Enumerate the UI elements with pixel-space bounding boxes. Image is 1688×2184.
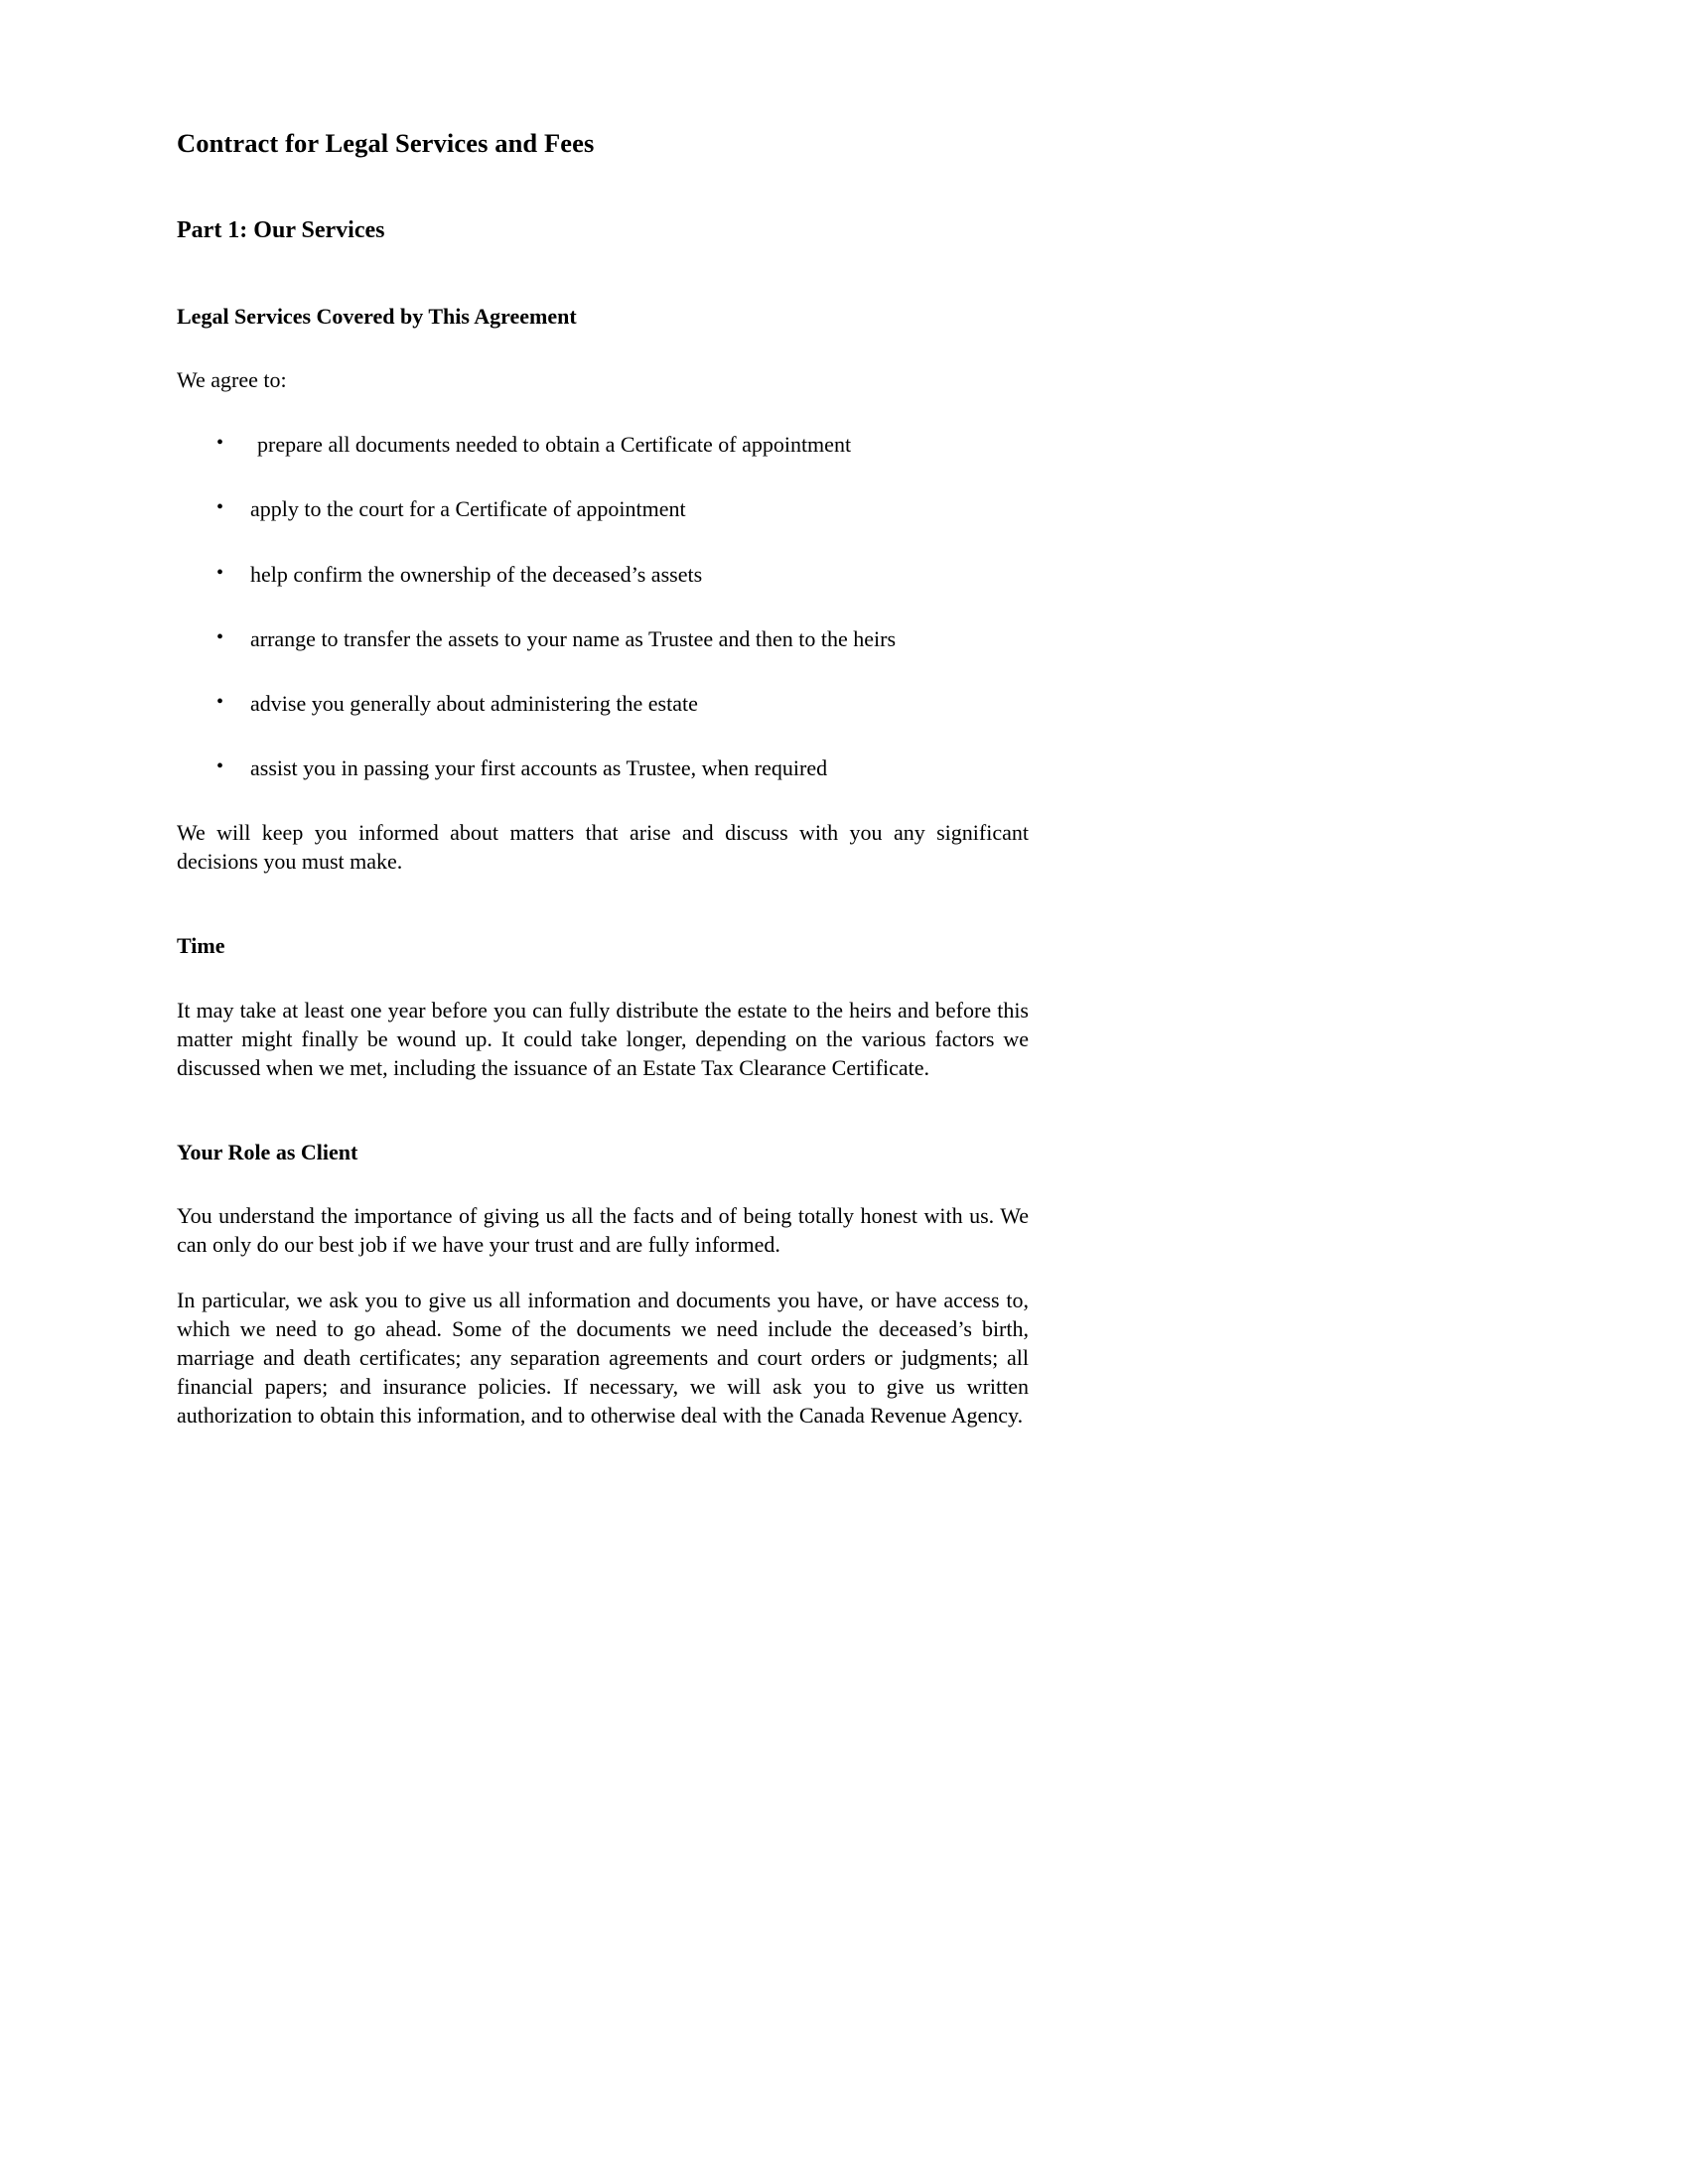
section-heading-client-role: Your Role as Client [177, 1139, 358, 1164]
spacer [177, 1082, 1029, 1140]
spacer [177, 394, 1029, 430]
services-list [177, 430, 1029, 781]
list-item [177, 624, 1029, 653]
list-item-label: assist you in passing your first accounts as Trustee, when required [250, 754, 828, 780]
list-item [177, 494, 1029, 523]
list-item-label: prepare all documents needed to obtain a Certificate of appointment [257, 432, 852, 458]
spacer [177, 159, 1029, 216]
section-heading-time: Time [177, 932, 225, 958]
spacer [177, 330, 1029, 365]
bullet-icon: • [216, 625, 224, 648]
services-closing-paragraph: We will keep you informed about matters that arise and discuss with you any significant decisions you must make. [177, 819, 1029, 874]
spacer [177, 1260, 1029, 1286]
part-heading: Part 1: Our Services [177, 217, 385, 244]
spacer [177, 876, 1029, 933]
spacer [177, 782, 1029, 818]
list-item [177, 430, 1029, 459]
spacer [177, 960, 1029, 996]
section-heading-legal-services: Legal Services Covered by This Agreement [177, 303, 577, 329]
document-content [177, 127, 1029, 1430]
list-item [177, 689, 1029, 718]
list-item [177, 753, 1029, 782]
spacer [177, 246, 1029, 304]
bullet-icon: • [216, 432, 224, 455]
list-item-label: arrange to transfer the assets to your name as Trustee and then to the heirs [250, 625, 897, 651]
bullet-icon: • [216, 496, 224, 519]
client-role-paragraph-1: You understand the importance of giving us all the facts and of being totally honest with us. We can only do our best job if we have your trust and are fully informed. [177, 1203, 1029, 1258]
client-role-paragraph-2: In particular, we ask you to give us all information and documents you have, or have access to, which we need to go ahead. Some of the documents we need include the deceased’s birth, marriage and death certificates; any separation agreements and court orders or judgments; all financial papers; and insurance policies. If necessary, we will ask you to give us written authorization to obtain this information, and to otherwise deal with the Canada Revenue Agency. [177, 1287, 1029, 1428]
list-item [177, 560, 1029, 589]
list-item-label: advise you generally about administering the estate [250, 690, 698, 716]
bullet-icon: • [216, 690, 224, 713]
time-paragraph: It may take at least one year before you can fully distribute the estate to the heirs and before this matter might finally be wound up. It could take longer, depending on the various factors we discussed when we met, including the issuance of an Estate Tax Clearance Certificate. [177, 997, 1029, 1080]
services-intro-text: We agree to: [177, 367, 287, 393]
bullet-icon: • [216, 754, 224, 777]
list-item-label: help confirm the ownership of the deceased’s assets [250, 561, 703, 587]
spacer [177, 1165, 1029, 1201]
list-item-label: apply to the court for a Certificate of appointment [250, 496, 686, 522]
bullet-icon: • [216, 561, 224, 584]
page-title: Contract for Legal Services and Fees [177, 128, 595, 158]
